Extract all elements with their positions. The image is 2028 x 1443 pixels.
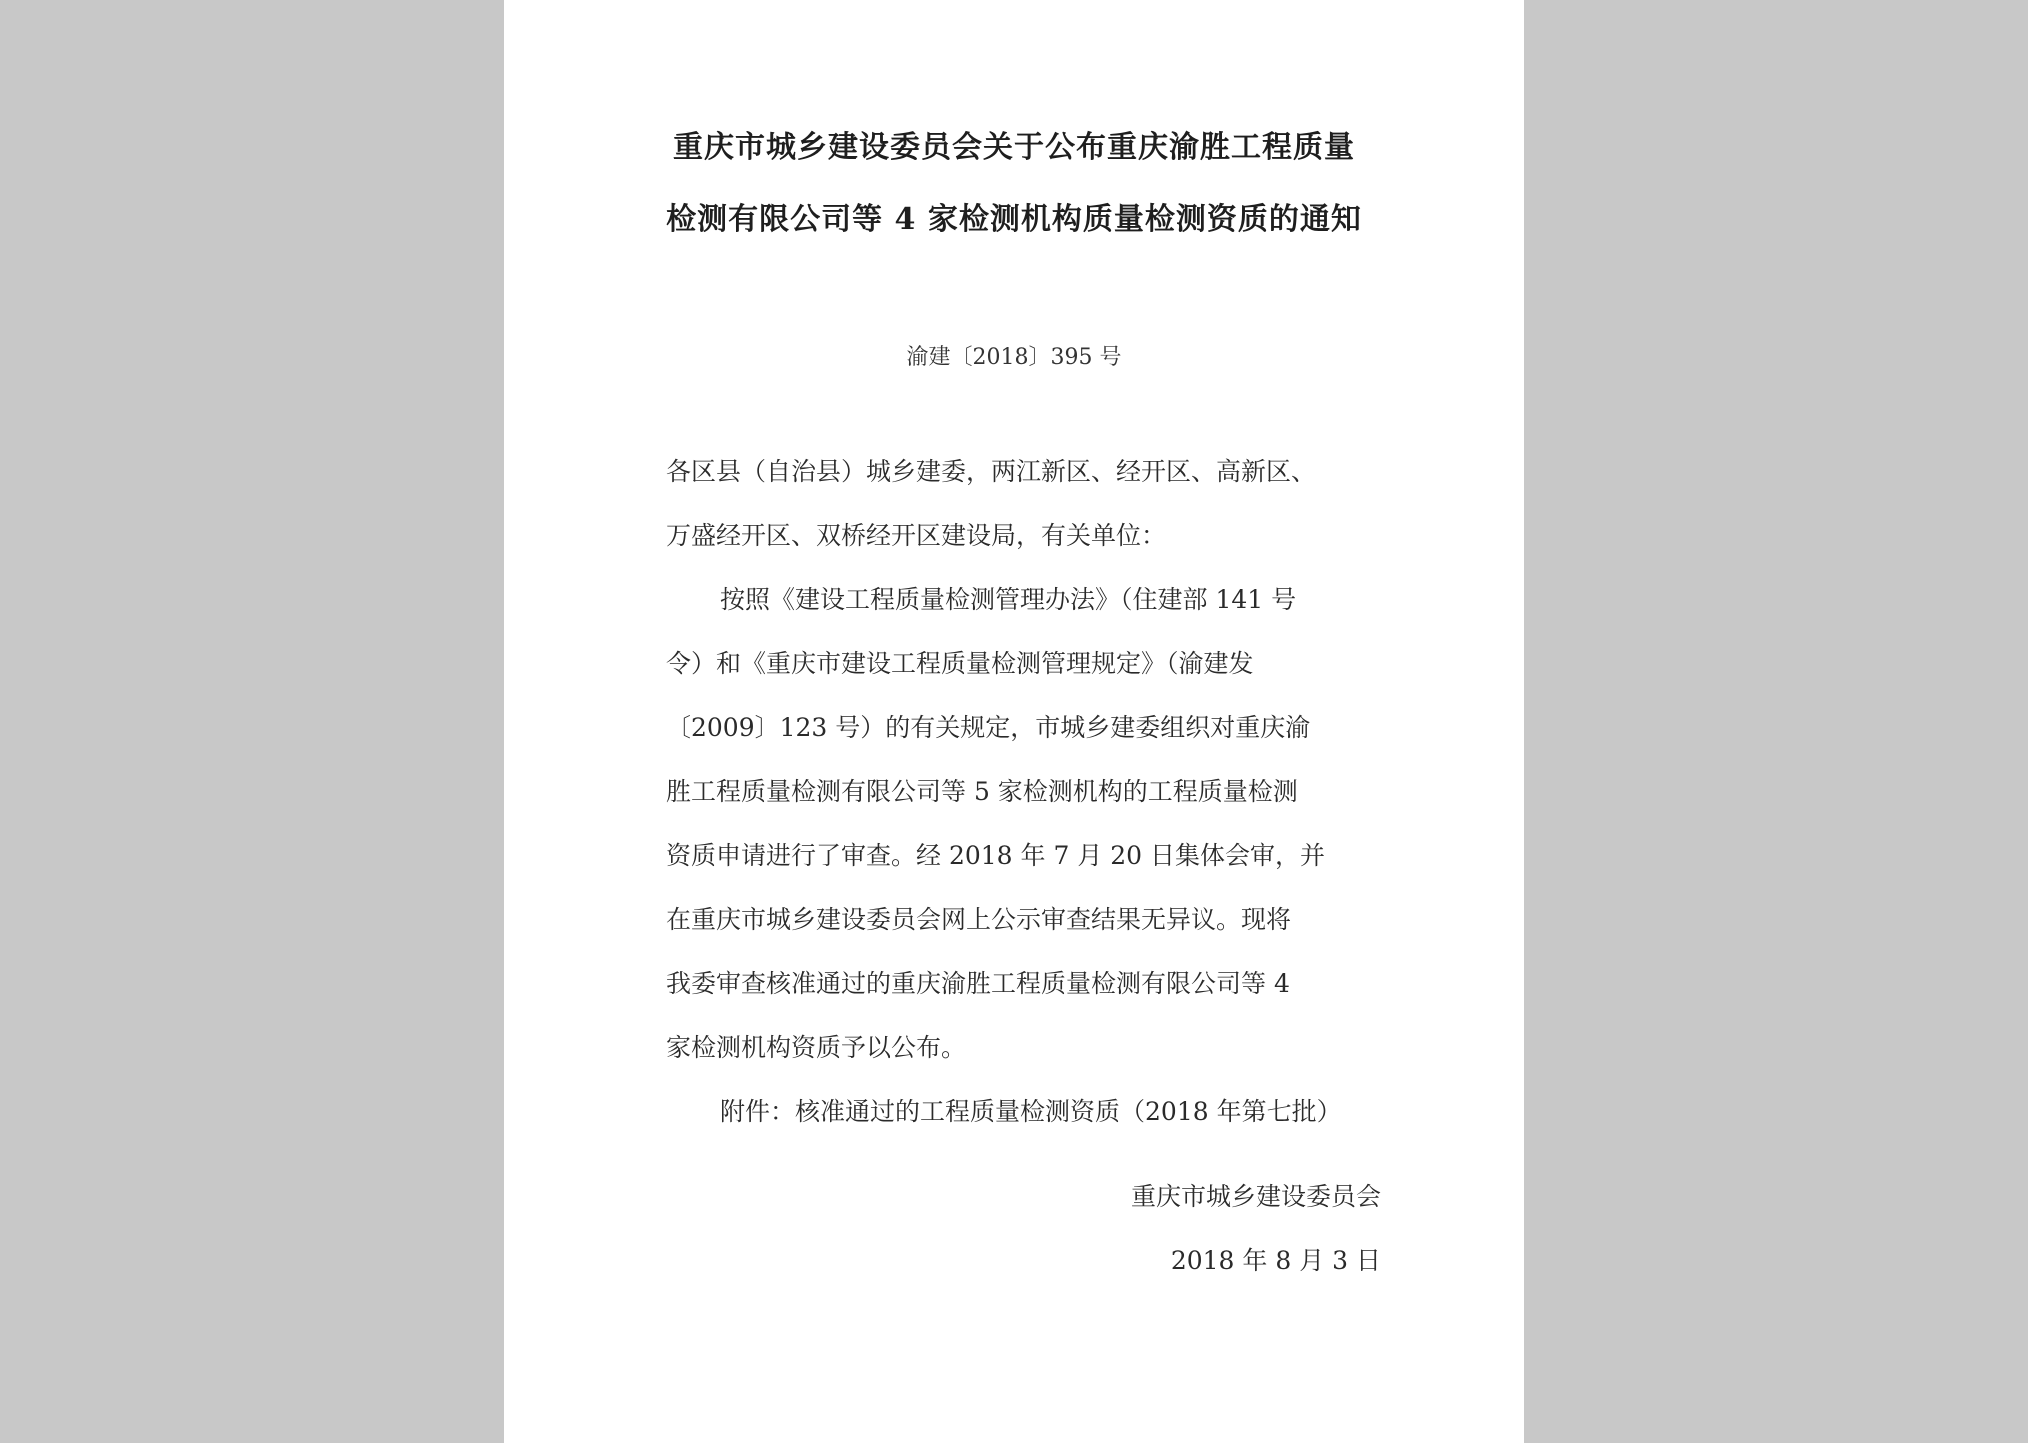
body-line-2: 令）和《重庆市建设工程质量检测管理规定》（渝建发 [666,649,1254,678]
signature-issuer: 重庆市城乡建设委员会 [1130,1182,1381,1211]
document-number: 渝建〔2018〕395 号 [906,345,1122,370]
document-page [504,0,1524,1443]
body-line-8: 家检测机构资质予以公布。 [666,1033,967,1062]
body-line-4: 胜工程质量检测有限公司等 5 家检测机构的工程质量检测 [666,777,1298,806]
addressee-line-2: 万盛经开区、双桥经开区建设局，有关单位： [666,521,1167,550]
body-line-1: 按照《建设工程质量检测管理办法》（住建部 141 号 [720,585,1297,614]
signature-date: 2018 年 8 月 3 日 [1170,1246,1381,1275]
addressee-line-1: 各区县（自治县）城乡建委，两江新区、经开区、高新区、 [666,457,1317,486]
body-line-7: 我委审查核准通过的重庆渝胜工程质量检测有限公司等 4 [666,969,1290,998]
attachment-line: 附件：核准通过的工程质量检测资质（2018 年第七批） [720,1097,1342,1126]
body-line-5: 资质申请进行了审查。经 2018 年 7 月 20 日集体会审，并 [666,841,1326,870]
document-title-line-1: 重庆市城乡建设委员会关于公布重庆渝胜工程质量 [673,130,1355,165]
document-title-line-2: 检测有限公司等 4 家检测机构质量检测资质的通知 [666,202,1362,237]
body-line-6: 在重庆市城乡建设委员会网上公示审查结果无异议。现将 [666,905,1292,934]
body-line-3: 〔2009〕123 号）的有关规定，市城乡建委组织对重庆渝 [666,713,1311,742]
